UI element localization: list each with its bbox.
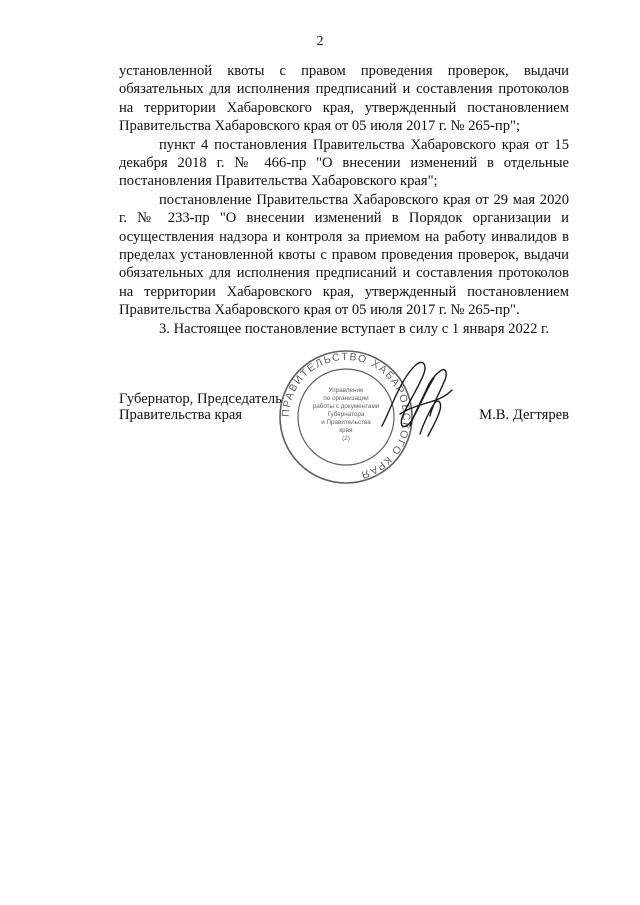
- stamp-line-5: и Правительства: [321, 419, 371, 426]
- page-number: 2: [316, 34, 324, 49]
- signatory-name: М.В. Дегтярев: [479, 407, 569, 423]
- stamp-line-7: (2): [342, 435, 350, 442]
- stamp-line-1: Управление: [328, 387, 364, 394]
- paragraph-effective-date: 3. Настоящее постановление вступает в силу с 1 января 2022 г.: [159, 320, 549, 337]
- paragraph-item-4: пункт 4 постановления Правительства Хабаровского края от 15 декабря 2018 г. № 466-пр "О внесении изменений в отдельные постановления Правительства Хабаровского края";: [119, 136, 569, 190]
- stamp-line-4: Губернатора: [327, 411, 365, 418]
- paragraph-resolution-233: постановление Правительства Хабаровского края от 29 мая 2020 г. № 233-пр "О внесении изменений в Порядок организации и осуществления надзора и контроля за приемом на работу инвалидов в пределах установленной квоты с правом проведения проверок, выдачи обязательных для исполнения предписаний и составления протоколов на территории Хабаровского края, утвержденный постановлением Правительства Хабаровского края от 05 июля 2017 г. № 265-пр".: [119, 191, 569, 319]
- stamp-line-2: по организации: [323, 395, 369, 402]
- handwritten-signature: [372, 356, 462, 446]
- stamp-line-6: края: [339, 427, 353, 434]
- paragraph-continuation: установленной квоты с правом проведения проверок, выдачи обязательных для исполнения предписаний и составления протоколов на территории Хабаровского края, утвержденный постановлением Правительства Хабаровского края от 05 июля 2017 г. № 265-пр";: [119, 63, 569, 135]
- document-body: [119, 62, 569, 338]
- signatory-title: [119, 391, 282, 423]
- signatory-title-line1: Губернатор, Председатель: [119, 391, 282, 407]
- stamp-line-3: работы с документами: [312, 403, 380, 410]
- stamp-outer-text: ПРАВИТЕЛЬСТВО ХАБАРОВСКОГО КРАЯ: [279, 350, 413, 482]
- signatory-title-line2: Правительства края: [119, 407, 243, 423]
